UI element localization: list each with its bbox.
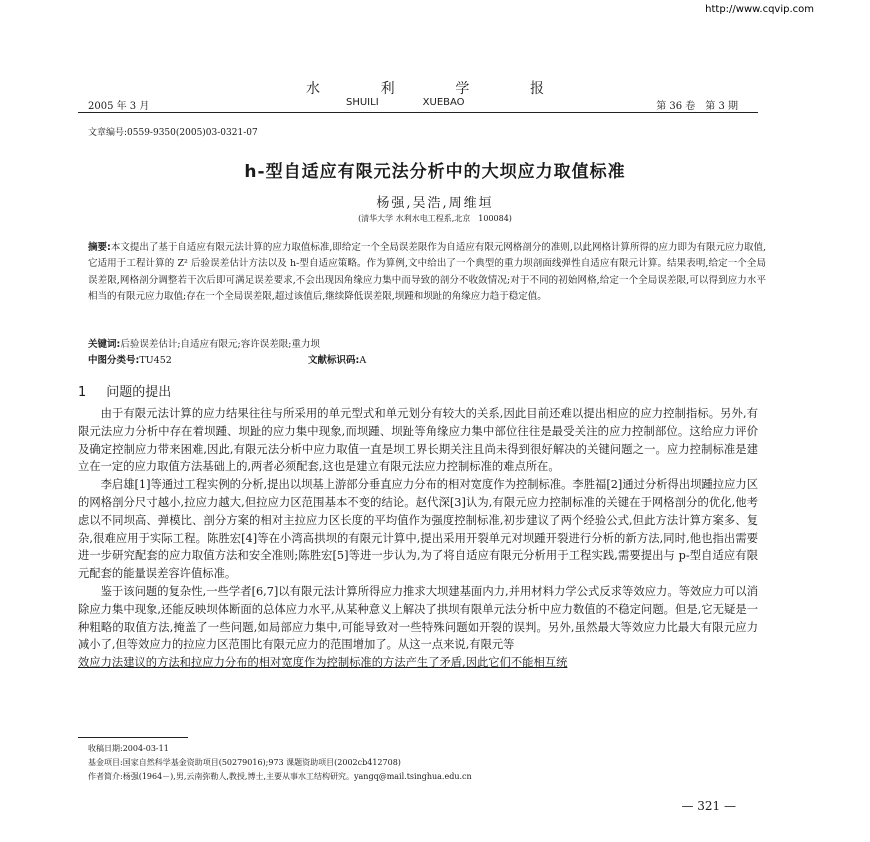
- keywords-text: 后验误差估计;自适应有限元;容许误差限;重力坝: [120, 339, 320, 350]
- fund-info: 基金项目:国家自然科学基金资助项目(50279016);973 课题资助项目(2002cb412708): [88, 758, 401, 767]
- journal-en-word: SHUILI: [346, 97, 379, 108]
- authors: 杨强,吴浩,周维垣: [376, 196, 494, 211]
- body-text: [78, 405, 758, 672]
- journal-char: 报: [529, 81, 546, 97]
- paragraph: [78, 654, 758, 672]
- section-heading: [78, 381, 171, 400]
- issue-date: 2005 年 3 月: [88, 101, 150, 112]
- author-bio: 作者简介:杨强(1964－),男,云南弥勒人,教授,博士,主要从事水工结构研究。yangq@mail.tsinghua.edu.cn: [88, 772, 472, 781]
- paragraph: [78, 583, 758, 654]
- page-number: — 321 —: [681, 799, 736, 813]
- journal-char: 利: [380, 81, 397, 97]
- received-date: 收稿日期:2004-03-11: [88, 744, 169, 753]
- paragraph-text: 鉴于该问题的复杂性,一些学者[6,7]以有限元法计算所得应力推求大坝建基面内力,并用材料力学公式反求等效应力。等效应力可以消除应力集中现象,还能反映坝体断面的总体应力水平,从某种意义上解决了拱坝有限单元法分析中应力数值的不稳定问题。但是,它无疑是一种粗略的取值方法,掩盖了一些问题,如局部应力集中,可能导致对一些特殊问题如开裂的误判。另外,虽然最大等效应力比最大有限元应力减小了,但等效应力的拉应力区范围比有限元应力的范围增加了。从这一点来说,有限元等: [78, 584, 758, 652]
- affiliation: (清华大学 水利水电工程系,北京 100084): [358, 214, 512, 223]
- journal-char: 学: [455, 81, 472, 97]
- journal-char: 水: [306, 81, 322, 97]
- document-code-value: A: [359, 355, 367, 366]
- header-rule: [78, 112, 758, 113]
- paper-title: h-型自适应有限元法分析中的大坝应力取值标准: [244, 162, 626, 182]
- article-number: 文章编号:0559-9350(2005)03-0321-07: [88, 128, 258, 138]
- keywords: [88, 336, 320, 350]
- source-watermark: http://www.cqvip.com: [705, 4, 814, 15]
- abstract-text: 本文提出了基于自适应有限元法计算的应力取值标准,即给定一个全局误差限作为自适应有限元网格剖分的准则,以此网格计算所得的应力即为有限元应力取值,它适用于工程计算的 Z² 后验误差估计方法以及 h-型自适应策略。作为算例,文中给出了一个典型的重力坝剖面线弹性自适应有限元计算。结果表明,给定一个全局误差限,网格剖分调整若干次后即可满足误差要求,不会出现因角缘应力集中而导致的剖分不收敛情况;对于不同的初始网格,给定一个全局误差限,可以得到应力水平相当的有限元应力取值;存在一个全局误差限,超过该值后,继续降低误差限,坝踵和坝趾的角缘应力趋于稳定值。: [88, 242, 766, 302]
- paragraph-text: 效应力法建议的方法和拉应力分布的相对宽度作为控制标准的方法产生了矛盾,因此它们不能相互统: [78, 656, 568, 670]
- journal-en-word: XUEBAO: [422, 97, 465, 108]
- journal-name-en: [346, 97, 465, 108]
- abstract: [88, 240, 766, 305]
- classification-number: [88, 352, 172, 366]
- paragraph: 李启雄[1]等通过工程实例的分析,提出以坝基上游部分垂直应力分布的相对宽度作为控制标准。李胜福[2]通过分析得出坝踵拉应力区的网格剖分尺寸越小,拉应力越大,但拉应力区范围基本不变的结论。赵代深[3]认为,有限元应力控制标准的关键在于网格剖分的优化,他考虑以不同坝高、弹模比、剖分方案的相对主拉应力区长度的平均值作为强度控制标准,初步建议了两个经验公式,但此方法计算方案多、复杂,很难应用于实际工程。陈胜宏[4]等在小湾高拱坝的有限元计算中,提出采用开裂单元对坝踵开裂进行分析的新方法,同时,他也指出需要进一步研究配套的应力取值方法和安全准则;陈胜宏[5]等进一步认为,为了将自适应有限元分析用于工程实践,需要提出与 p-型自适应有限元配套的能量误差容许值标准。: [78, 478, 758, 581]
- classification-value: TU452: [139, 355, 172, 366]
- document-code: [308, 352, 366, 366]
- document-code-label: 文献标识码:: [308, 355, 360, 366]
- paragraph: 由于有限元法计算的应力结果往往与所采用的单元型式和单元划分有较大的关系,因此目前还难以提出相应的应力控制指标。另外,有限元法应力分析中存在着坝踵、坝趾的应力集中现象,而坝踵、坝趾等角缘应力集中部位往往是最受关注的应力控制部位。这给应力评价及确定控制应力带来困难,因此,有限元法分析中应力取值一直是坝工界长期关注且尚未得到很好解决的关键问题之一。应力控制标准是建立在一定的应力取值方法基础上的,两者必须配套,这也是建立有限元法应力控制标准的难点所在。: [78, 407, 758, 474]
- classification-label: 中图分类号:: [88, 355, 140, 366]
- keywords-label: 关键词:: [88, 339, 121, 350]
- volume-issue: 第 36 卷 第 3 期: [656, 101, 738, 112]
- abstract-label: 摘要:: [88, 242, 111, 253]
- journal-name-cn: [306, 78, 546, 98]
- section-number: 1: [78, 385, 87, 400]
- footnote-rule: [78, 737, 188, 738]
- section-title: 问题的提出: [106, 385, 172, 400]
